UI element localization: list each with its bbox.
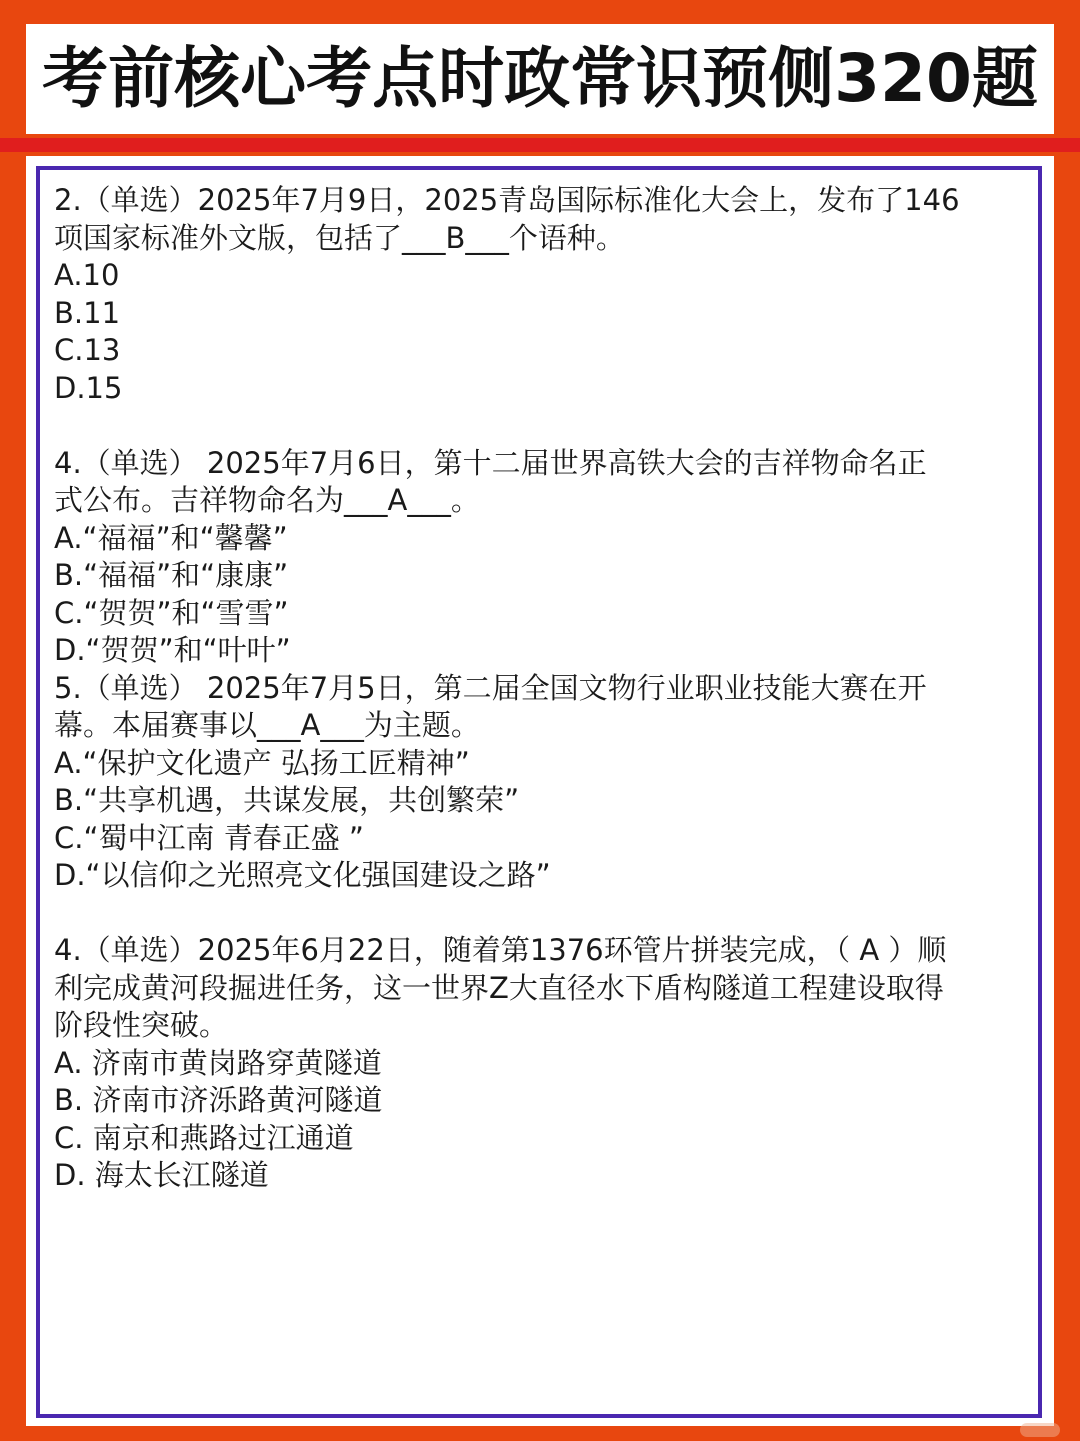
question-stem-line: 阶段性突破。 xyxy=(54,1008,229,1042)
option-a: A.“福福”和“馨馨” xyxy=(54,520,288,555)
option-a: A. 济南市黄岗路穿黄隧道 xyxy=(54,1045,382,1080)
option-a: A.10 xyxy=(54,258,120,292)
option-c: C.“贺贺”和“雪雪” xyxy=(54,595,289,630)
option-c: C. 南京和燕路过江通道 xyxy=(54,1120,354,1155)
option-d: D. 海太长江隧道 xyxy=(54,1158,269,1192)
question-card xyxy=(26,156,1054,1426)
option-d: D.15 xyxy=(54,370,123,405)
option-b: B. 济南市济泺路黄河隧道 xyxy=(54,1083,383,1117)
option-c: C.“蜀中江南 青春正盛 ” xyxy=(54,820,364,855)
question-item xyxy=(54,932,1014,1195)
spacer xyxy=(54,407,1014,445)
question-stem-line: 利完成黄河段掘进任务，这一世界Z大直径水下盾构隧道工程建设取得 xyxy=(54,970,944,1005)
option-b: B.“福福”和“康康” xyxy=(54,558,289,592)
option-d: D.“以信仰之光照亮文化强国建设之路” xyxy=(54,858,551,892)
question-stem-line: 幕。本届赛事以___A___为主题。 xyxy=(54,708,480,742)
question-stem-line: 4.（单选）2025年6月22日，随着第1376环管片拼装完成，（ A ）顺 xyxy=(54,933,947,967)
question-stem-line: 项国家标准外文版，包括了___B___个语种。 xyxy=(54,220,625,255)
watermark-badge xyxy=(1020,1423,1060,1437)
option-d: D.“贺贺”和“叶叶” xyxy=(54,633,291,667)
title-banner xyxy=(26,24,1054,134)
question-stem-line: 2.（单选）2025年7月9日，2025青岛国际标准化大会上，发布了146 xyxy=(54,183,960,217)
option-c: C.13 xyxy=(54,333,121,367)
question-stem-line: 5.（单选） 2025年7月5日，第二届全国文物行业职业技能大赛在开 xyxy=(54,670,927,705)
question-item xyxy=(54,445,1014,670)
question-stem-line: 式公布。吉祥物命名为___A___。 xyxy=(54,483,480,517)
spacer xyxy=(54,895,1014,933)
option-b: B.“共享机遇，共谋发展，共创繁荣” xyxy=(54,783,520,817)
question-item xyxy=(54,182,1014,407)
question-stem-line: 4.（单选） 2025年7月6日，第十二届世界高铁大会的吉祥物命名正 xyxy=(54,445,927,480)
option-b: B.11 xyxy=(54,295,121,330)
question-list xyxy=(54,182,1014,1195)
question-item xyxy=(54,670,1014,895)
page-title: 考前核心考点时政常识预侧320题 xyxy=(42,40,1038,117)
option-a: A.“保护文化遗产 弘扬工匠精神” xyxy=(54,745,470,780)
title-divider-stripe xyxy=(0,138,1080,152)
